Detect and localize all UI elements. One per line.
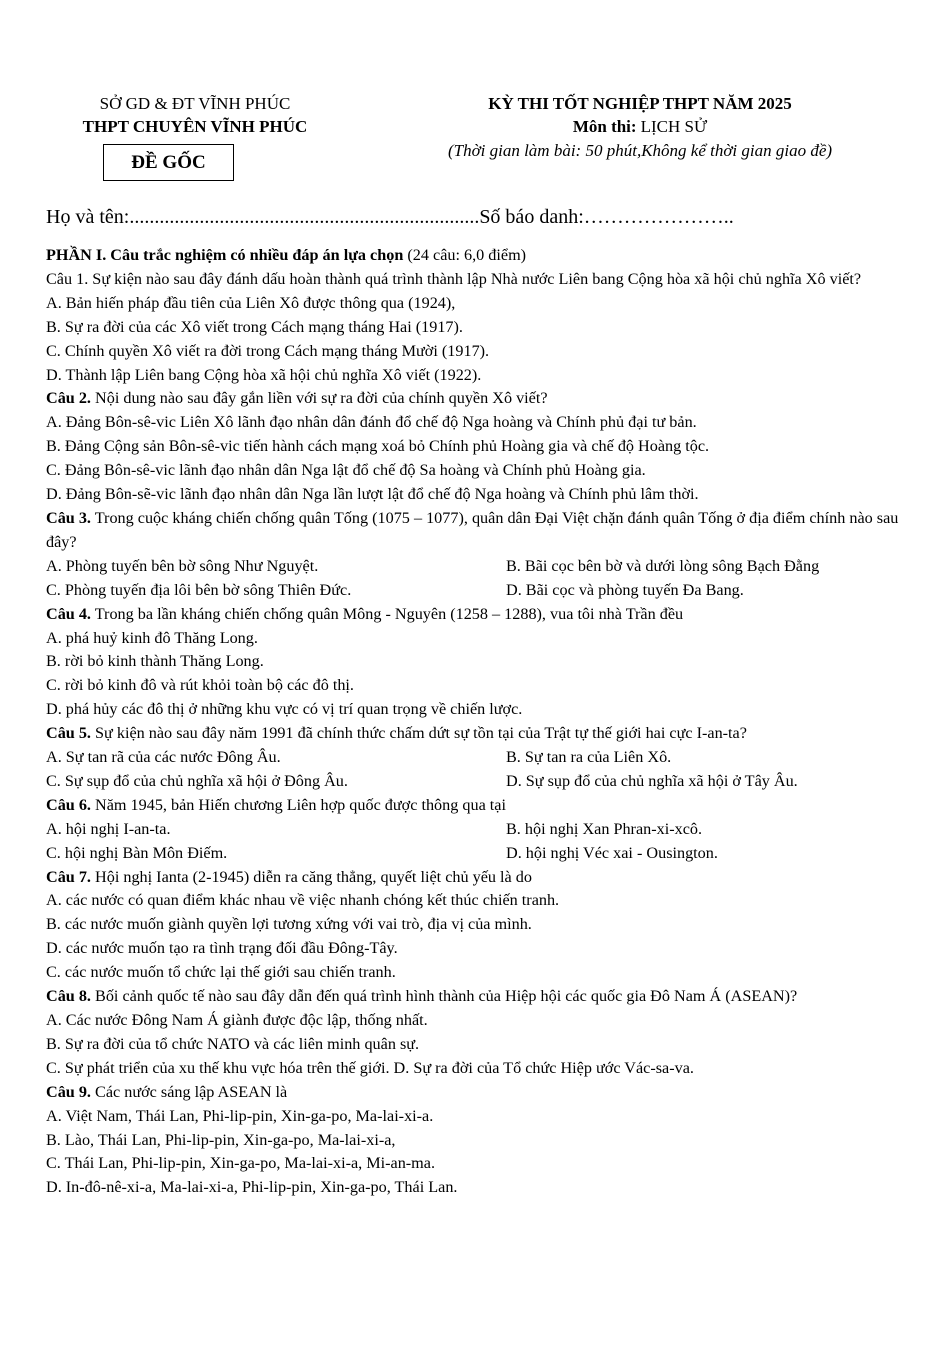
options-row bbox=[46, 842, 908, 866]
exam-title: KỲ THI TỐT NGHIỆP THPT NĂM 2025 bbox=[488, 94, 792, 113]
option-c[interactable]: C. Thái Lan, Phi-lip-pin, Xin-ga-po, Ma-lai-xi-a, Mi-an-ma. bbox=[46, 1154, 436, 1173]
options-row bbox=[46, 770, 908, 794]
question-7 bbox=[46, 866, 908, 986]
option-d[interactable]: D. phá hủy các đô thị ở những khu vực có vị trí quan trọng về chiến lược. bbox=[46, 700, 523, 719]
question-text bbox=[46, 603, 908, 627]
option-d[interactable]: D. hội nghị Véc xai - Ousington. bbox=[506, 843, 718, 862]
option-c[interactable]: C. rời bỏ kinh đô và rút khỏi toàn bộ các đô thị. bbox=[46, 676, 354, 695]
option-d[interactable]: D. Bãi cọc và phòng tuyến Đa Bang. bbox=[506, 580, 744, 599]
name-field[interactable]: ...................................................................... bbox=[129, 206, 480, 228]
option-c-d[interactable]: C. Sự phát triển của xu thế khu vực hóa trên thế giới. D. Sự ra đời của Tổ chức Hiệp ước Vác-sa-va. bbox=[46, 1058, 694, 1077]
option-a[interactable]: A. Bản hiến pháp đầu tiên của Liên Xô được thông qua (1924), bbox=[46, 293, 456, 312]
options-row bbox=[46, 555, 908, 579]
exam-body bbox=[46, 244, 908, 1200]
option-c[interactable]: C. các nước muốn tổ chức lại thế giới sau chiến tranh. bbox=[46, 963, 396, 982]
option-a[interactable]: A. Sự tan rã của các nước Đông Âu. bbox=[46, 748, 281, 767]
section-title: PHẦN I. Câu trắc nghiệm có nhiều đáp án lựa chọn bbox=[46, 246, 404, 264]
question-5 bbox=[46, 722, 908, 794]
exam-header bbox=[360, 92, 920, 162]
time-note: (Thời gian làm bài: 50 phút,Không kể thời gian giao đề) bbox=[447, 141, 833, 160]
option-b[interactable]: B. Đảng Cộng sản Bôn-sê-vic tiến hành cách mạng xoá bỏ Chính phủ Hoàng gia và chế độ Hoàng tộc. bbox=[46, 437, 710, 456]
question-1 bbox=[46, 268, 908, 388]
section-note: (24 câu: 6,0 điểm) bbox=[403, 246, 527, 264]
question-text bbox=[46, 1081, 908, 1105]
school-header bbox=[40, 92, 350, 138]
question-2 bbox=[46, 387, 908, 507]
option-b[interactable]: B. Sự tan ra của Liên Xô. bbox=[506, 748, 672, 767]
id-label: Số báo danh: bbox=[479, 206, 584, 228]
option-b[interactable]: B. các nước muốn giành quyền lợi tương xứng với vai trò, địa vị của mình. bbox=[46, 915, 532, 934]
original-exam-badge: ĐỀ GỐC bbox=[103, 144, 234, 181]
question-label: Câu 9. bbox=[46, 1082, 91, 1101]
name-label: Họ và tên: bbox=[46, 206, 130, 228]
question-text: Câu 1. Sự kiện nào sau đây đánh dấu hoàn thành quá trình thành lập Nhà nước Liên bang Cộng hòa xã hội chủ nghĩa Xô viết? bbox=[46, 269, 862, 288]
question-label: Câu 3. bbox=[46, 508, 91, 527]
school-name: THPT CHUYÊN VĨNH PHÚC bbox=[82, 117, 308, 136]
question-stem: Hội nghị Ianta (2-1945) diễn ra căng thẳng, quyết liệt chủ yếu là do bbox=[90, 867, 532, 886]
id-field[interactable]: ………………….. bbox=[583, 206, 734, 228]
option-c[interactable]: C. Đảng Bôn-sê-vic lãnh đạo nhân dân Nga lật đổ chế độ Sa hoàng và Chính phủ Hoàng gia. bbox=[46, 461, 646, 480]
options-row bbox=[46, 746, 908, 770]
question-text bbox=[46, 722, 908, 746]
question-label: Câu 8. bbox=[46, 987, 91, 1006]
subject-line bbox=[360, 115, 920, 139]
question-stem: Các nước sáng lập ASEAN là bbox=[90, 1082, 288, 1101]
option-a[interactable]: A. Đảng Bôn-sê-vic Liên Xô lãnh đạo nhân dân đánh đổ chế độ Nga hoàng và Chính phủ đại tư bản. bbox=[46, 413, 697, 432]
question-label: Câu 6. bbox=[46, 795, 91, 814]
question-3 bbox=[46, 507, 908, 603]
option-b[interactable]: B. Bãi cọc bên bờ và dưới lòng sông Bạch Đằng bbox=[506, 556, 820, 575]
question-label: Câu 5. bbox=[46, 724, 91, 743]
question-stem: Sự kiện nào sau đây năm 1991 đã chính thức chấm dứt sự tồn tại của Trật tự thế giới hai cực I-an-ta? bbox=[90, 724, 747, 743]
question-8 bbox=[46, 985, 908, 1081]
option-b[interactable]: B. Sự ra đời của tổ chức NATO và các liên minh quân sự. bbox=[46, 1034, 420, 1053]
question-stem: Trong ba lần kháng chiến chống quân Mông - Nguyên (1258 – 1288), vua tôi nhà Trần đều bbox=[90, 604, 684, 623]
option-a[interactable]: A. phá huỷ kinh đô Thăng Long. bbox=[46, 628, 258, 647]
subject-name: LỊCH SỬ bbox=[640, 117, 708, 136]
question-label: Câu 4. bbox=[46, 604, 91, 623]
option-d[interactable]: D. Đảng Bôn-sẽ-vic lãnh đạo nhân dân Nga lần lượt lật đổ chế độ Nga hoàng và Chính phủ lâm thời. bbox=[46, 485, 699, 504]
question-stem: Năm 1945, bản Hiến chương Liên hợp quốc được thông qua tại bbox=[90, 795, 506, 814]
subject-label: Môn thi: bbox=[572, 117, 637, 136]
option-a[interactable]: A. Việt Nam, Thái Lan, Phi-lip-pin, Xin-ga-po, Ma-lai-xi-a. bbox=[46, 1106, 434, 1125]
option-c[interactable]: C. Chính quyền Xô viết ra đời trong Cách mạng tháng Mười (1917). bbox=[46, 341, 490, 360]
option-c[interactable]: C. hội nghị Bàn Môn Điếm. bbox=[46, 843, 228, 862]
option-c[interactable]: C. Phòng tuyến địa lôi bên bờ sông Thiên Đức. bbox=[46, 580, 352, 599]
option-b[interactable]: B. Lào, Thái Lan, Phi-lip-pin, Xin-ga-po, Ma-lai-xi-a, bbox=[46, 1130, 396, 1149]
options-row bbox=[46, 579, 908, 603]
question-6 bbox=[46, 794, 908, 866]
candidate-info-line bbox=[46, 204, 734, 230]
question-text bbox=[46, 794, 908, 818]
option-a[interactable]: A. Phòng tuyến bên bờ sông Như Nguyệt. bbox=[46, 556, 319, 575]
options-row bbox=[46, 818, 908, 842]
option-d[interactable]: D. các nước muốn tạo ra tình trạng đối đầu Đông-Tây. bbox=[46, 939, 398, 958]
question-stem: Trong cuộc kháng chiến chống quân Tống (1075 – 1077), quân dân Đại Việt chặn đánh quân Tống ở địa điểm chính nào sau đây? bbox=[46, 508, 899, 551]
question-4 bbox=[46, 603, 908, 723]
question-label: Câu 2. bbox=[46, 389, 91, 408]
question-stem: Bối cảnh quốc tế nào sau đây dẫn đến quá trình hình thành của Hiệp hội các quốc gia Đô Nam Á (ASEAN)? bbox=[90, 987, 798, 1006]
department-name: SỞ GD & ĐT VĨNH PHÚC bbox=[99, 94, 291, 113]
option-b[interactable]: B. Sự ra đời của các Xô viết trong Cách mạng tháng Hai (1917). bbox=[46, 317, 463, 336]
section-heading bbox=[46, 244, 908, 268]
option-a[interactable]: A. Các nước Đông Nam Á giành được độc lập, thống nhất. bbox=[46, 1011, 428, 1029]
question-stem: Nội dung nào sau đây gắn liền với sự ra đời của chính quyền Xô viết? bbox=[90, 389, 548, 408]
question-text bbox=[46, 985, 908, 1009]
question-text bbox=[46, 387, 908, 411]
option-b[interactable]: B. rời bỏ kinh thành Thăng Long. bbox=[46, 652, 264, 671]
question-9 bbox=[46, 1081, 908, 1201]
question-label: Câu 7. bbox=[46, 867, 91, 886]
option-b[interactable]: B. hội nghị Xan Phran-xi-xcô. bbox=[506, 819, 703, 838]
option-a[interactable]: A. các nước có quan điểm khác nhau về việc nhanh chóng kết thúc chiến tranh. bbox=[46, 891, 560, 910]
option-d[interactable]: D. Sự sụp đổ của chủ nghĩa xã hội ở Tây Âu. bbox=[506, 771, 798, 790]
question-text bbox=[46, 507, 908, 555]
option-a[interactable]: A. hội nghị I-an-ta. bbox=[46, 819, 171, 838]
option-d[interactable]: D. In-đô-nê-xi-a, Ma-lai-xi-a, Phi-lip-pin, Xin-ga-po, Thái Lan. bbox=[46, 1178, 458, 1197]
option-d[interactable]: D. Thành lập Liên bang Cộng hòa xã hội chủ nghĩa Xô viết (1922). bbox=[46, 365, 482, 384]
option-c[interactable]: C. Sự sụp đổ của chủ nghĩa xã hội ở Đông Âu. bbox=[46, 771, 348, 790]
question-text bbox=[46, 866, 908, 890]
